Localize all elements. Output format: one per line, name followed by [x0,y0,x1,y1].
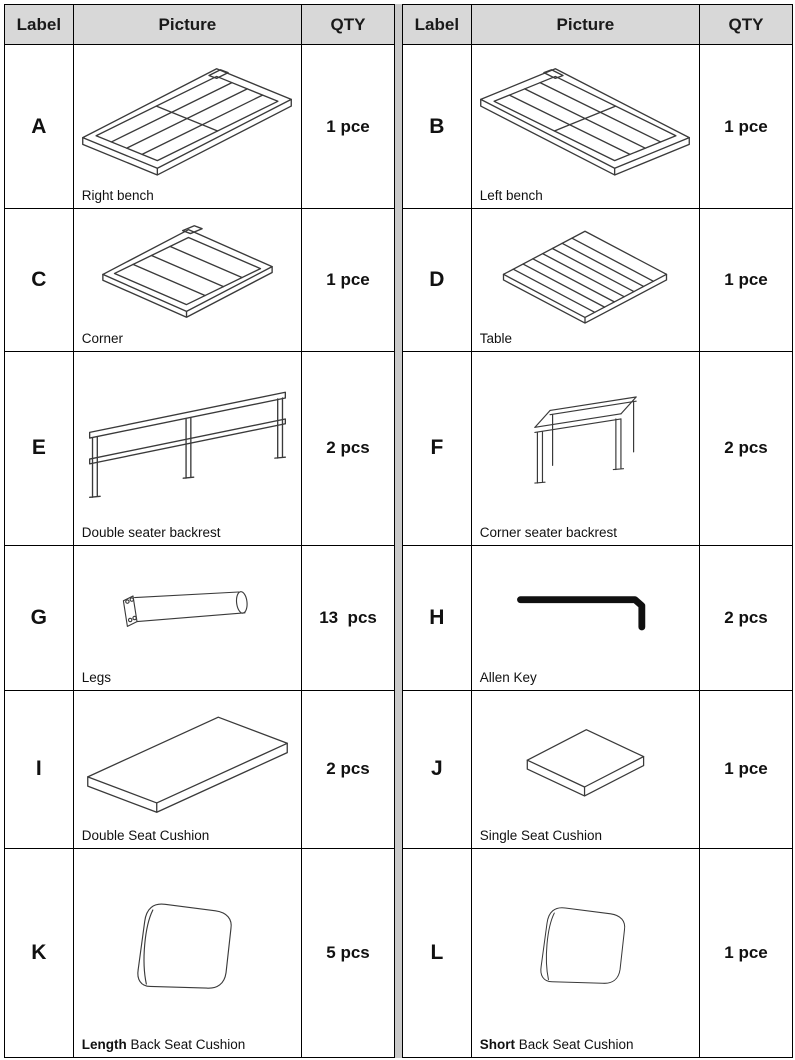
part-label: B [403,45,472,209]
part-picture-cell [73,690,301,848]
part-label: G [5,546,74,690]
part-picture-cell [471,690,699,848]
caption-text: Double seater backrest [81,525,221,541]
part-caption [480,1037,634,1052]
table-row [403,209,793,351]
part-picture-cell [73,209,301,351]
parts-table-left [4,4,395,1058]
part-qty: 1 pce [700,690,793,848]
single-seat-cushion-icon [520,719,650,804]
part-label: E [5,351,74,546]
left-bench-icon [475,59,695,179]
part-label: D [403,209,472,351]
table-row [403,351,793,546]
part-label: J [403,690,472,848]
double-seat-cushion-icon [80,706,295,816]
caption-text: Back Seat Cushion [514,1037,634,1052]
part-qty: 1 pce [302,209,395,351]
part-qty: 5 pcs [302,848,395,1057]
part-picture-cell [73,351,301,546]
part-qty: 1 pce [700,209,793,351]
table-row [403,546,793,690]
table-row [5,546,395,690]
part-caption [82,331,123,346]
part-picture-cell [471,209,699,351]
part-qty: 13 pcs [302,546,395,690]
part-qty: 1 pce [700,848,793,1057]
part-label: C [5,209,74,351]
header-row [403,5,793,45]
part-picture-cell [73,848,301,1057]
part-caption [82,670,111,685]
header-picture: Picture [73,5,301,45]
caption-text: Left bench [479,188,543,204]
header-qty: QTY [700,5,793,45]
double-seater-backrest-icon [80,377,295,503]
part-caption [82,525,221,540]
part-picture-cell [73,546,301,690]
part-label: F [403,351,472,546]
part-picture-cell [73,45,301,209]
caption-bold-text: Short [479,1037,515,1052]
part-picture-cell [471,351,699,546]
table-row [5,848,395,1057]
part-caption [82,828,210,843]
caption-text: Right bench [81,188,154,204]
part-label: I [5,690,74,848]
caption-text: Legs [81,669,111,685]
part-picture-cell [471,546,699,690]
part-caption [480,670,537,685]
part-picture-cell [471,848,699,1057]
part-picture-cell [471,45,699,209]
table-row [403,848,793,1057]
table-row [403,45,793,209]
table-icon [496,218,674,326]
header-row [5,5,395,45]
parts-table-right [402,4,793,1058]
table-row [403,690,793,848]
part-caption [480,828,602,843]
part-qty: 2 pcs [700,546,793,690]
caption-text: Allen Key [479,669,537,685]
part-label: K [5,848,74,1057]
caption-text: Corner [81,330,123,346]
header-picture: Picture [471,5,699,45]
short-back-seat-cushion-icon [530,897,640,992]
caption-text: Double Seat Cushion [81,827,210,843]
part-label: A [5,45,74,209]
part-caption [480,331,512,346]
part-qty: 1 pce [700,45,793,209]
table-row [5,351,395,546]
caption-text: Corner seater backrest [479,525,618,541]
table-row [5,209,395,351]
table-row [5,45,395,209]
legs-icon [117,580,257,640]
caption-text: Back Seat Cushion [126,1037,246,1052]
header-qty: QTY [302,5,395,45]
caption-bold-text: Length [81,1037,127,1052]
part-caption [480,525,617,540]
caption-text: Single Seat Cushion [479,827,603,843]
part-label: L [403,848,472,1057]
table-divider [395,4,402,1058]
part-qty: 2 pcs [302,690,395,848]
part-qty: 1 pce [302,45,395,209]
part-qty: 2 pcs [700,351,793,546]
corner-icon [95,218,280,325]
allen-key-icon [510,586,660,633]
length-back-seat-cushion-icon [126,892,248,998]
header-label: Label [403,5,472,45]
caption-text: Table [479,330,512,346]
part-caption [480,188,543,203]
header-label: Label [5,5,74,45]
table-row [5,690,395,848]
right-bench-icon [77,59,297,179]
part-caption [82,1037,246,1052]
part-caption [82,188,154,203]
corner-seater-backrest-icon [518,385,653,495]
part-label: H [403,546,472,690]
part-qty: 2 pcs [302,351,395,546]
